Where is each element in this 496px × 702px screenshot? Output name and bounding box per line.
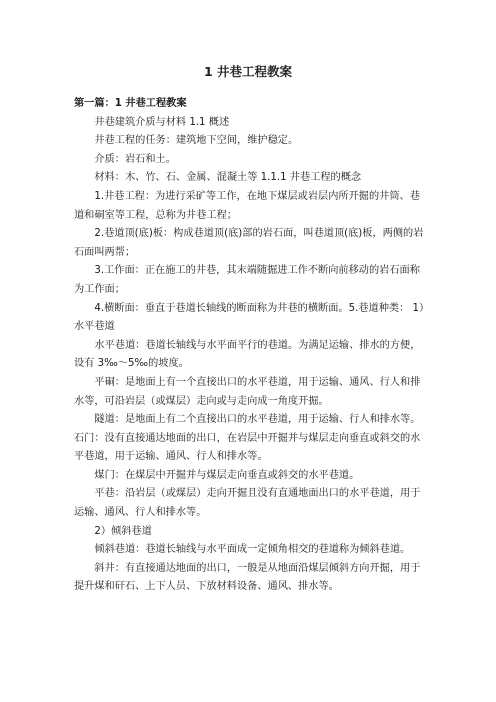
document-body (74, 95, 426, 597)
paragraph: 井巷建筑介质与材料 1.1 概述 (94, 116, 230, 128)
document-title: 1 井巷工程教案 (203, 64, 293, 79)
paragraph: 煤门：在煤层中开掘并与煤层走向垂直或斜交的水平巷道。 (94, 469, 360, 481)
paragraph: 2）倾斜巷道 (94, 525, 152, 537)
paragraph: 4.横断面：垂直于巷道长轴线的断面称为井巷的横断面。5.巷道种类： 1）水平巷道 (74, 302, 425, 333)
paragraph: 平硐：是地面上有一个直接出口的水平巷道，用于运输、通风、行人和排水等，可沿岩层（或煤层）走向或与走向成一角度开掘。 (74, 376, 421, 407)
paragraph: 井巷工程的任务：建筑地下空间，维护稳定。 (94, 135, 299, 147)
paragraph: 斜井：有直接通达地面的出口，一般是从地面沿煤层倾斜方向开掘，用于提升煤和矸石、上下人员、下放材料设备、通风、排水等。 (74, 562, 421, 593)
paragraph: 倾斜巷道：巷道长轴线与水平面成一定倾角相交的巷道称为倾斜巷道。 (94, 544, 411, 556)
paragraph: 隧道：是地面上有二个直接出口的水平巷道，用于运输、行人和排水等。石门：没有直接通达地面的出口，在岩层中开掘并与煤层走向垂直或斜交的水平巷道，用于运输、通风、行人和排水等。 (74, 414, 421, 463)
section-heading: 第一篇：1 井巷工程教案 (74, 98, 187, 109)
paragraph: 水平巷道：巷道长轴线与水平面平行的巷道。为满足运输、排水的方便，设有 3‰～5‰的坡度。 (74, 339, 421, 370)
paragraph: 介质：岩石和土。 (94, 153, 176, 165)
paragraph: 2.巷道顶(底)板：构成巷道顶(底)部的岩石面，叫巷道顶(底)板，两侧的岩石面叫两帮； (74, 228, 424, 258)
paragraph: 材料：木、竹、石、金属、混凝土等 1.1.1 井巷工程的概念 (94, 172, 362, 184)
paragraph: 3.工作面：正在施工的井巷，其末端随掘进工作不断向前移动的岩石面称为工作面； (74, 265, 420, 295)
paragraph: 1.井巷工程：为进行采矿等工作，在地下煤层或岩层内所开掘的井筒、巷道和硐室等工程，总称为井巷工程； (74, 190, 420, 221)
paragraph: 平巷：沿岩层（或煤层）走向开掘且没有直通地面出口的水平巷道，用于运输、通风、行人和排水等。 (74, 488, 421, 519)
